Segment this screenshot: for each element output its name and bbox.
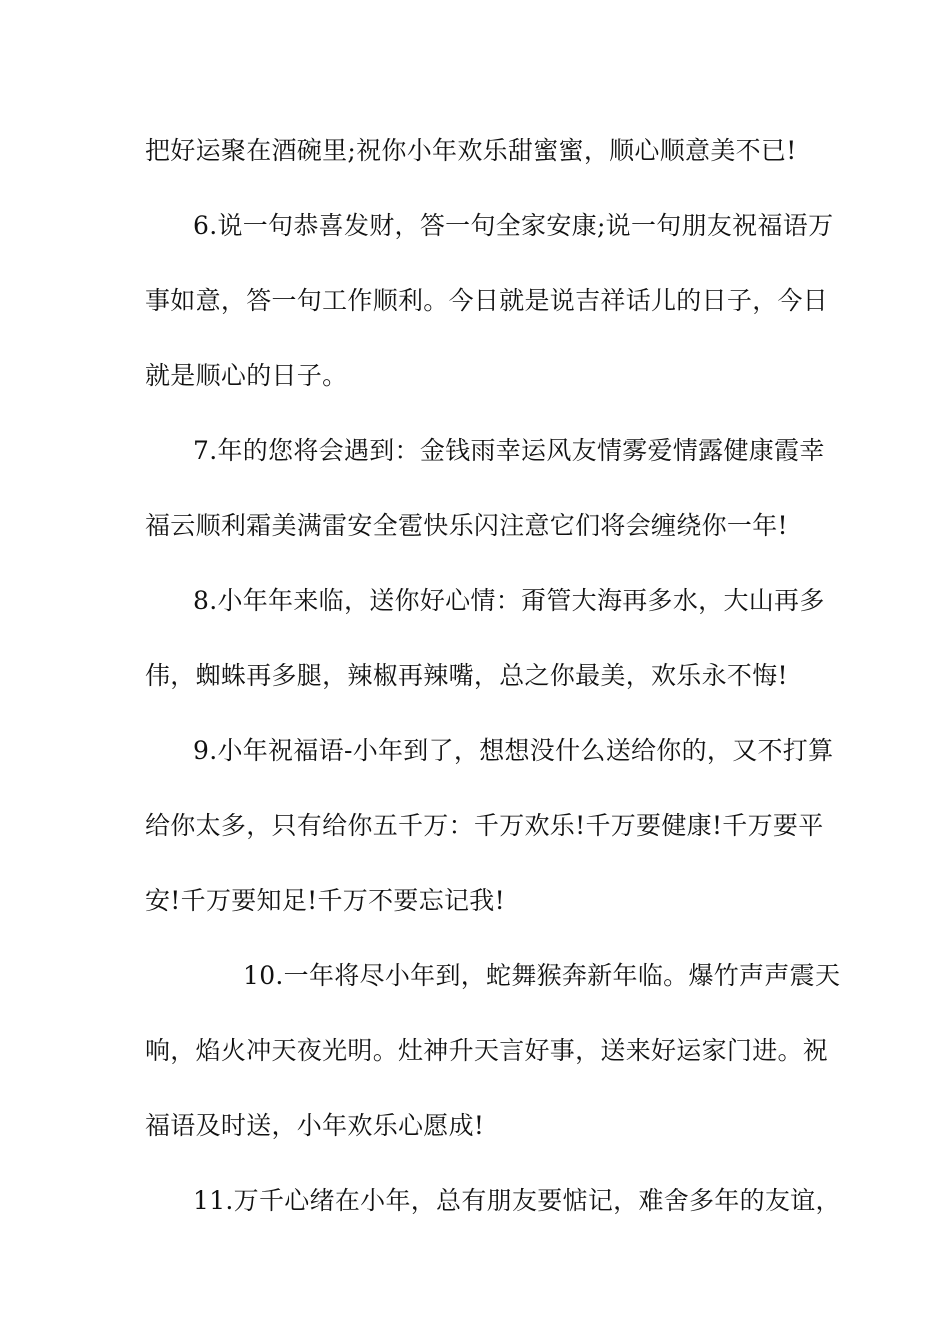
text-line: 事如意，答一句工作顺利。今日就是说吉祥话儿的日子，今日	[145, 286, 829, 315]
text-line: 福语及时送，小年欢乐心愿成!	[145, 1111, 485, 1140]
text-line: 7.年的您将会遇到：金钱雨幸运风友情雾爱情露健康霞幸	[193, 436, 825, 465]
text-line: 9.小年祝福语-小年到了，想想没什么送给你的，又不打算	[193, 736, 834, 765]
text-line: 安!千万要知足!千万不要忘记我!	[145, 886, 505, 915]
text-line: 11.万千心绪在小年，总有朋友要惦记，难舍多年的友谊，	[193, 1186, 841, 1215]
text-line: 8.小年年来临，送你好心情：甭管大海再多水，大山再多	[193, 586, 825, 615]
text-line: 响，焰火冲天夜光明。灶神升天言好事，送来好运家门进。祝	[145, 1036, 829, 1065]
text-line: 伟，蜘蛛再多腿，辣椒再辣嘴，总之你最美，欢乐永不悔!	[145, 661, 788, 690]
text-line: 福云顺利霜美满雷安全雹快乐闪注意它们将会缠绕你一年!	[145, 511, 788, 540]
text-line: 10.一年将尽小年到，蛇舞猴奔新年临。爆竹声声震天	[243, 961, 841, 990]
text-line: 给你太多，只有给你五千万：千万欢乐!千万要健康!千万要平	[145, 811, 824, 840]
text-line: 就是顺心的日子。	[145, 361, 348, 390]
text-line: 6.说一句恭喜发财，答一句全家安康;说一句朋友祝福语万	[193, 211, 834, 240]
text-line: 把好运聚在酒碗里;祝你小年欢乐甜蜜蜜，顺心顺意美不已!	[145, 136, 797, 165]
